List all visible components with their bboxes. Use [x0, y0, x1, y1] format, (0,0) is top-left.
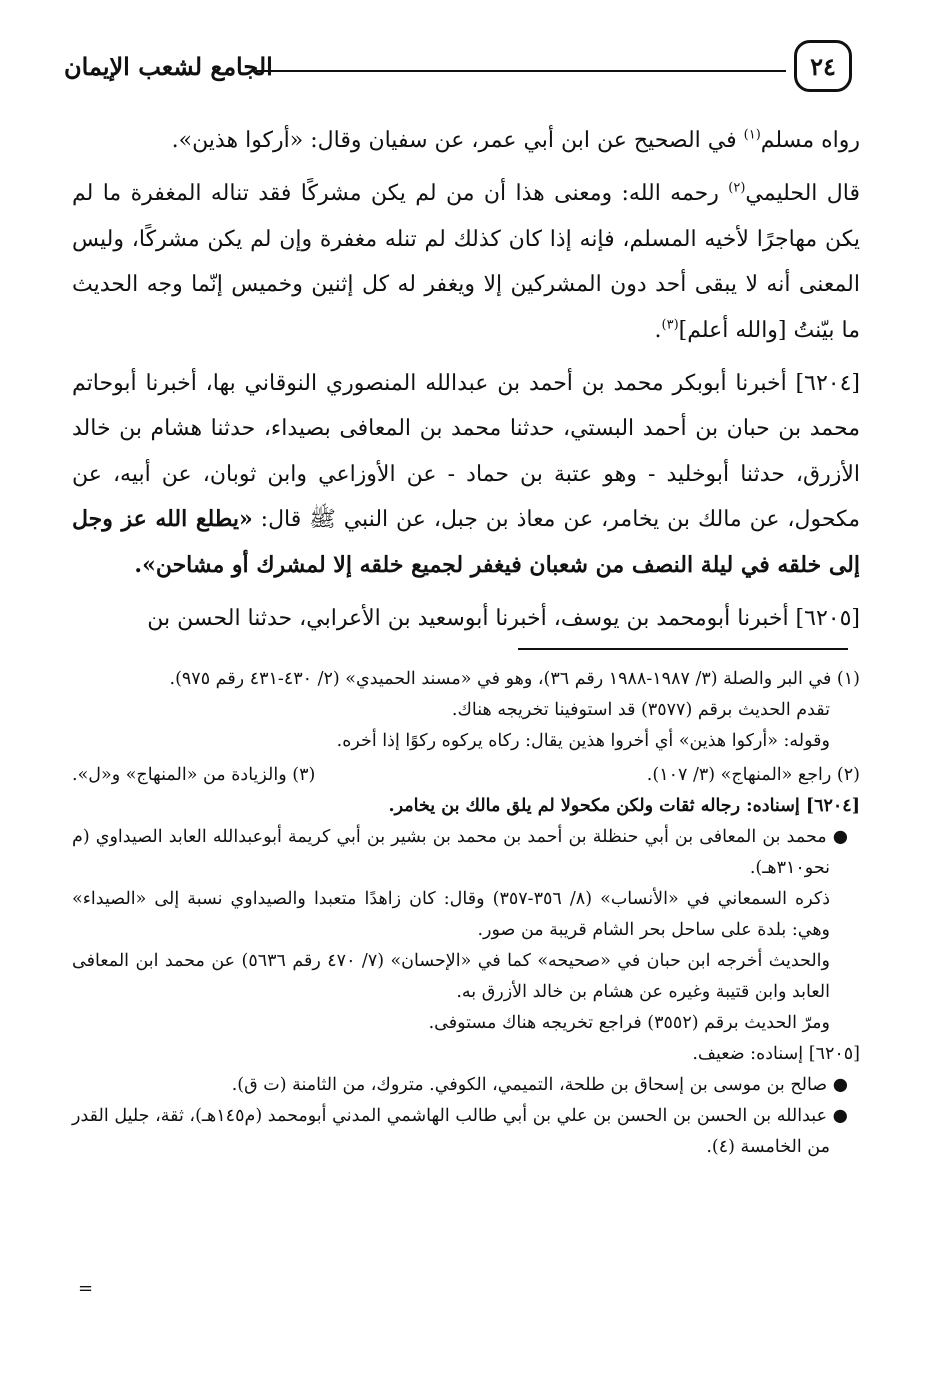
page-header: [60, 40, 852, 106]
continuation-mark: =: [78, 1278, 94, 1299]
text-run: قال الحليمي: [745, 181, 860, 207]
note-6204-text: والحديث أخرجه ابن حبان في «صحيحه» كما في «الإحسان» (٧/ ٤٧٠ رقم ٥٦٣٦) عن محمد ابن المعافى العابد وابن قتيبة وغيره عن هشام بن خالد الأزرق به.: [72, 951, 830, 1002]
footnote-1-note: تقدم الحديث برقم (٣٥٧٧) قد استوفينا تخريجه هناك.: [451, 700, 830, 720]
text-run: .: [654, 317, 662, 343]
footnote-row: [72, 760, 860, 791]
paragraph-6204: [72, 361, 860, 588]
paragraph-halimi: [72, 171, 860, 353]
hadith-text: «يطلع الله عز وجل إلى خلقه في ليلة النصف من شعبان فيغفر لجميع خلقه إلا لمشرك أو مشاحن».: [72, 506, 860, 578]
note-6205-heading: [٦٢٠٥] إسناده: ضعيف.: [692, 1044, 860, 1064]
paragraph-muslim: [72, 118, 860, 163]
footnote-separator: [518, 648, 848, 650]
note-6205-narrator: ● صالح بن موسى بن إسحاق بن طلحة، التميمي، الكوفي. متروك، من الثامنة (ت ق).: [231, 1075, 848, 1095]
footnote-1: (١) في البر والصلة (٣/ ١٩٨٧-١٩٨٨ رقم ٣٦)، وهو في «مسند الحميدي» (٢/ ٤٣٠-٤٣١ رقم ٩٧٥).: [169, 669, 860, 689]
page-number: ٢٤: [794, 40, 852, 92]
footnotes: [72, 664, 860, 1163]
note-6204-heading: [٦٢٠٤] إسناده: رجاله ثقات ولكن مكحولا لم يلق مالك بن يخامر.: [388, 796, 860, 816]
book-title: الجامع لشعب الإيمان: [64, 52, 273, 81]
paragraph-6205: [٦٢٠٥] أخبرنا أبومحمد بن يوسف، أخبرنا أبوسعيد بن الأعرابي، حدثنا الحسن بن: [147, 606, 860, 632]
isnad-text: [٦٢٠٤] أخبرنا أبوبكر محمد بن أحمد بن عبدالله المنصوري النوقاني بها، أخبرنا أبوحاتم محمد بن حبان بن أحمد البستي، حدثنا محمد بن المعافى بصيداء، حدثنا هشام بن خالد الأزرق، حدثنا أبوخليد - وهو عتبة بن حماد - عن الأوزاعي وابن ثوبان، عن أبيه، عن مكحول، عن مالك بن يخامر، عن معاذ بن جبل، عن النبي ﷺ قال:: [72, 371, 860, 533]
text-run: رحمه الله: ومعنى هذا أن من لم يكن مشركًا فقد تناله المغفرة ما لم يكن مهاجرًا لأخيه المسلم، فإنه إذا كان كذلك لم تنله مغفرة وإن لم يكن مشركًا، وليس المعنى أنه لا يبقى أحد دون المشركين إلا ويغفر له كل إثنين وخميس إنّما وجه الحديث ما بيّنتُ [والله أعلم]: [72, 181, 860, 343]
note-6204-text: ومرّ الحديث برقم (٣٥٥٢) فراجع تخريجه هناك مستوفى.: [428, 1013, 830, 1033]
note-6204-text: ذكره السمعاني في «الأنساب» (٨/ ٣٥٦-٣٥٧) وقال: كان زاهدًا متعبدا والصيداوي نسبة إلى «الصيداء» وهي: بلدة على ساحل بحر الشام قريبة من صور.: [72, 889, 830, 940]
header-rule: [256, 70, 786, 72]
footnote-2: (٢) راجع «المنهاج» (٣/ ١٠٧).: [646, 765, 860, 785]
main-text: [72, 118, 860, 641]
footnote-ref-1[interactable]: (١): [743, 127, 761, 143]
footnote-ref-3[interactable]: (٣): [661, 317, 679, 333]
footnote-3: (٣) والزيادة من «المنهاج» و«ل».: [72, 765, 316, 785]
text-run: في الصحيح عن ابن أبي عمر، عن سفيان وقال: «أركوا هذين».: [171, 128, 744, 153]
text-run: رواه مسلم: [760, 128, 860, 153]
footnote-1-note: وقوله: «أركوا هذين» أي أخروا هذين يقال: ركاه يركوه ركوًا إذا أخره.: [336, 731, 830, 751]
note-6204-narrator: ● محمد بن المعافى بن أبي حنظلة بن أحمد بن محمد بن بشير بن أبي كريمة أبوعبدالله العابد الصيداوي (م نحو٣١٠هـ).: [72, 827, 848, 878]
note-6205-narrator: ● عبدالله بن الحسن بن الحسن بن علي بن أبي طالب الهاشمي المدني أبومحمد (م١٤٥هـ)، ثقة، جليل القدر من الخامسة (٤).: [72, 1106, 849, 1157]
footnote-ref-2[interactable]: (٢): [728, 181, 746, 197]
